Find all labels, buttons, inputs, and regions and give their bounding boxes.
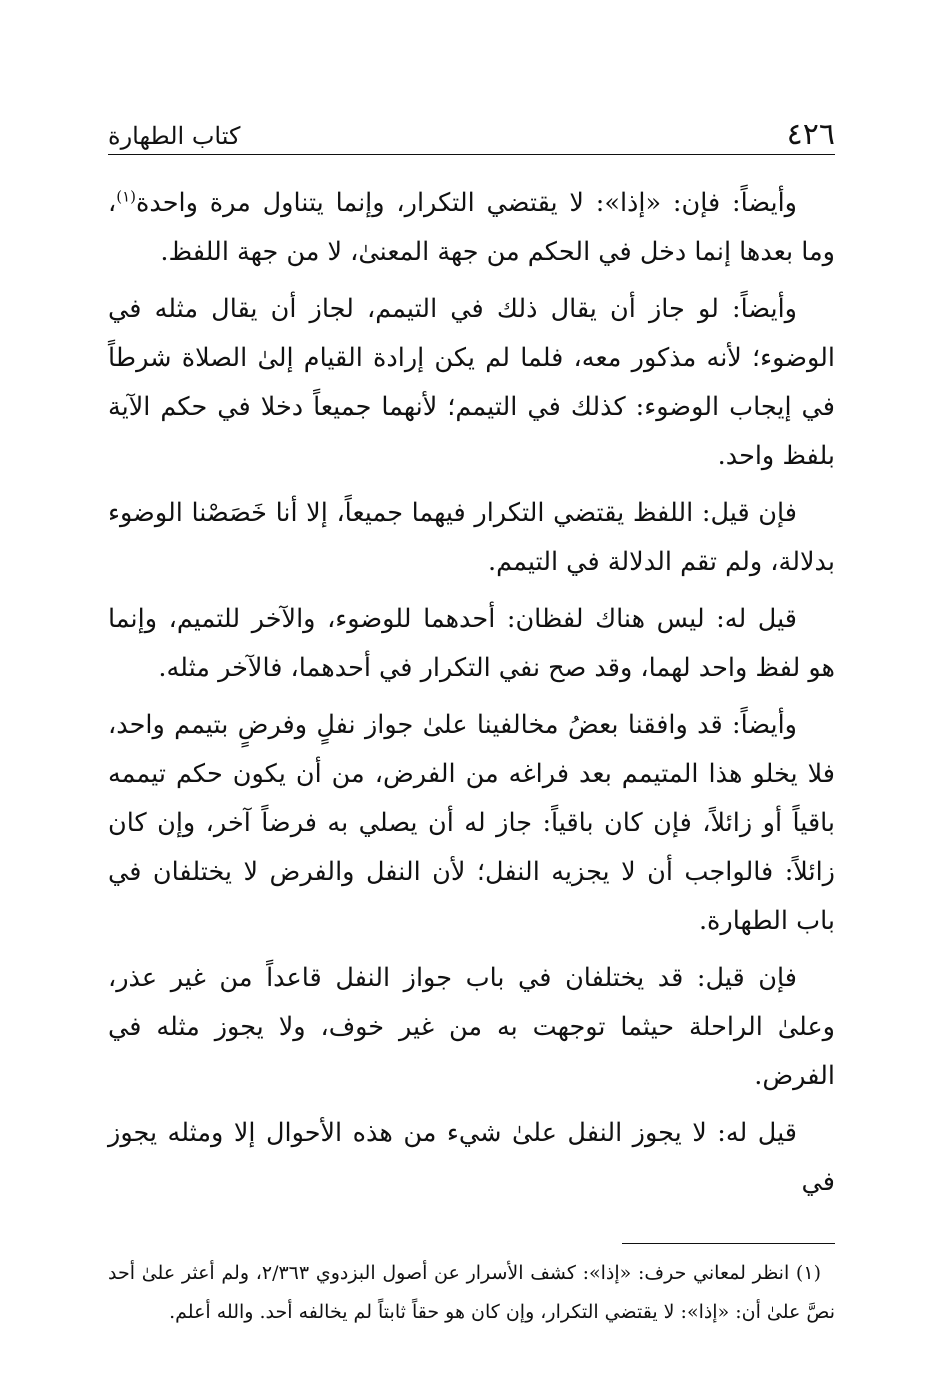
paragraph-text: وأيضاً: فإن: «إذا»: لا يقتضي التكرار، وإنما يتناول مرة واحدة	[136, 188, 797, 218]
paragraph: وأيضاً: لو جاز أن يقال ذلك في التيمم، لجاز أن يقال مثله في الوضوء؛ لأنه مذكور معه، فلما لم يكن إرادة القيام إلىٰ الصلاة شرطاً في إيجاب الوضوء: كذلك في التيمم؛ لأنهما جميعاً دخلا في حكم الآية بلفظ واحد.	[108, 294, 835, 471]
paragraph: قيل له: ليس هناك لفظان: أحدهما للوضوء، والآخر للتميم، وإنما هو لفظ واحد لهما، وقد صح نفي التكرار في أحدهما، فالآخر مثله.	[108, 604, 835, 683]
book-title: كتاب الطهارة	[108, 122, 241, 150]
page-number: ٤٢٦	[786, 117, 835, 152]
paragraph: فإن قيل: اللفظ يقتضي التكرار فيهما جميعاً، إلا أنا خَصَصْنا الوضوء بدلالة، ولم تقم الدلالة في التيمم.	[108, 498, 835, 577]
footnote: (١) انظر لمعاني حرف: «إذا»: كشف الأسرار عن أصول البزدوي ٢/٣٦٣، ولم أعثر علىٰ أحد نصَّ علىٰ أن: «إذا»: لا يقتضي التكرار، وإن كان هو حقاً ثابتاً لم يخالفه أحد. والله أعلم.	[108, 1262, 835, 1323]
body-text	[108, 179, 835, 1207]
paragraph	[108, 179, 835, 277]
paragraph-text-continued: ، وما بعدها إنما دخل في الحكم من جهة المعنىٰ، لا من جهة اللفظ.	[108, 188, 835, 267]
paragraph: قيل له: لا يجوز النفل علىٰ شيء من هذه الأحوال إلا ومثله يجوز في	[108, 1118, 835, 1197]
paragraph: فإن قيل: قد يختلفان في باب جواز النفل قاعداً من غير عذر، وعلىٰ الراحلة حيثما توجهت به من غير خوف، ولا يجوز مثله في الفرض.	[108, 963, 835, 1091]
book-page	[108, 110, 835, 1332]
paragraph: وأيضاً: قد وافقنا بعضُ مخالفينا علىٰ جواز نفلٍ وفرضٍ بتيمم واحد، فلا يخلو هذا المتيمم بعد فراغه من الفرض، من أن يكون حكم تيممه باقياً أو زائلاً، فإن كان باقياً: جاز له أن يصلي به فرضاً آخر، وإن كان زائلاً: فالواجب أن لا يجزيه النفل؛ لأن النفل والفرض لا يختلفان في باب الطهارة.	[108, 710, 835, 936]
running-header	[108, 110, 835, 155]
footnote-reference: (١)	[116, 187, 137, 206]
footnote-divider	[622, 1243, 835, 1244]
